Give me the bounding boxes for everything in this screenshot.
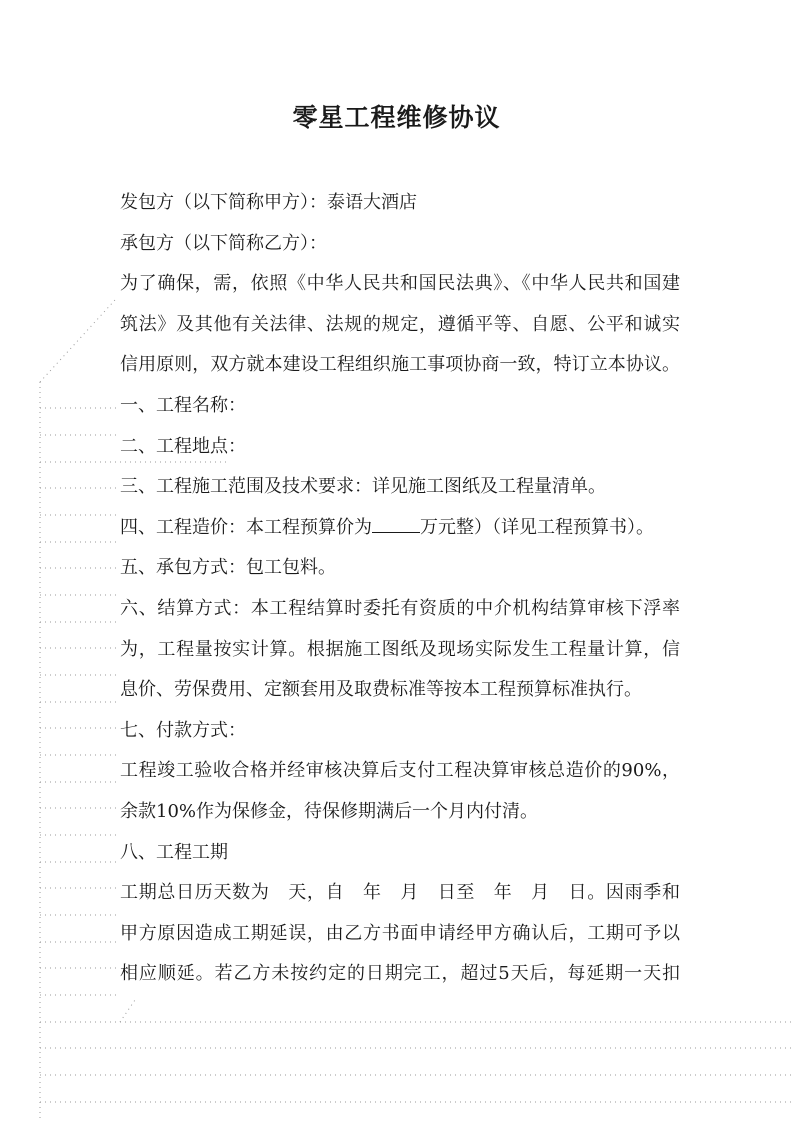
document-body (120, 183, 680, 995)
section-6-line-1: 六、结算方式：本工程结算时委托有资质的中介机构结算审核下浮率 (120, 597, 680, 619)
party-b-line: 承包方（以下简称乙方）： (120, 232, 327, 254)
page-title: 零星工程维修协议 (292, 103, 501, 132)
section-4-text-after: 万元整）（详见工程预算书）。 (420, 516, 654, 538)
preamble-line-1: 为了确保，需，依照《中华人民共和国民法典》、《中华人民共和国建 (120, 273, 680, 295)
section-8-duration: 八、工程工期 (120, 841, 228, 863)
section-6-line-3: 息价、劳保费用、定额套用及取费标准等按本工程预算标准执行。 (120, 679, 642, 701)
preamble-line-2: 筑法》及其他有关法律、法规的规定，遵循平等、自愿、公平和诚实 (120, 313, 680, 335)
section-8-line-2: 甲方原因造成工期延误，由乙方书面申请经甲方确认后，工期可予以 (120, 922, 680, 944)
section-4-text-before: 四、工程造价：本工程预算价为 (120, 516, 372, 538)
section-8-line-3: 相应顺延。若乙方未按约定的日期完工，超过5天后，每延期一天扣 (120, 963, 680, 985)
section-8-line-1: 工期总日历天数为 天，自 年 月 日至 年 月 日。因雨季和 (120, 882, 680, 904)
section-7-line-2: 余款10%作为保修金，待保修期满后一个月内付清。 (120, 800, 539, 822)
section-3-scope: 三、工程施工范围及技术要求：详见施工图纸及工程量清单。 (120, 476, 606, 498)
section-7-line-1: 工程竣工验收合格并经审核决算后支付工程决算审核总造价的90%， (120, 760, 680, 782)
section-7-payment: 七、付款方式： (120, 719, 246, 741)
section-4-cost (120, 508, 680, 549)
cost-blank-field (372, 514, 420, 533)
section-2-project-location: 二、工程地点： (120, 435, 246, 457)
section-6-line-2: 为，工程量按实计算。根据施工图纸及现场实际发生工程量计算，信 (120, 638, 680, 660)
section-1-project-name: 一、工程名称： (120, 394, 246, 416)
party-a-line: 发包方（以下简称甲方）：泰语大酒店 (120, 192, 417, 213)
preamble-line-3: 信用原则，双方就本建设工程组织施工事项协商一致，特订立本协议。 (120, 354, 680, 376)
section-5-contract-method: 五、承包方式：包工包料。 (120, 557, 336, 579)
